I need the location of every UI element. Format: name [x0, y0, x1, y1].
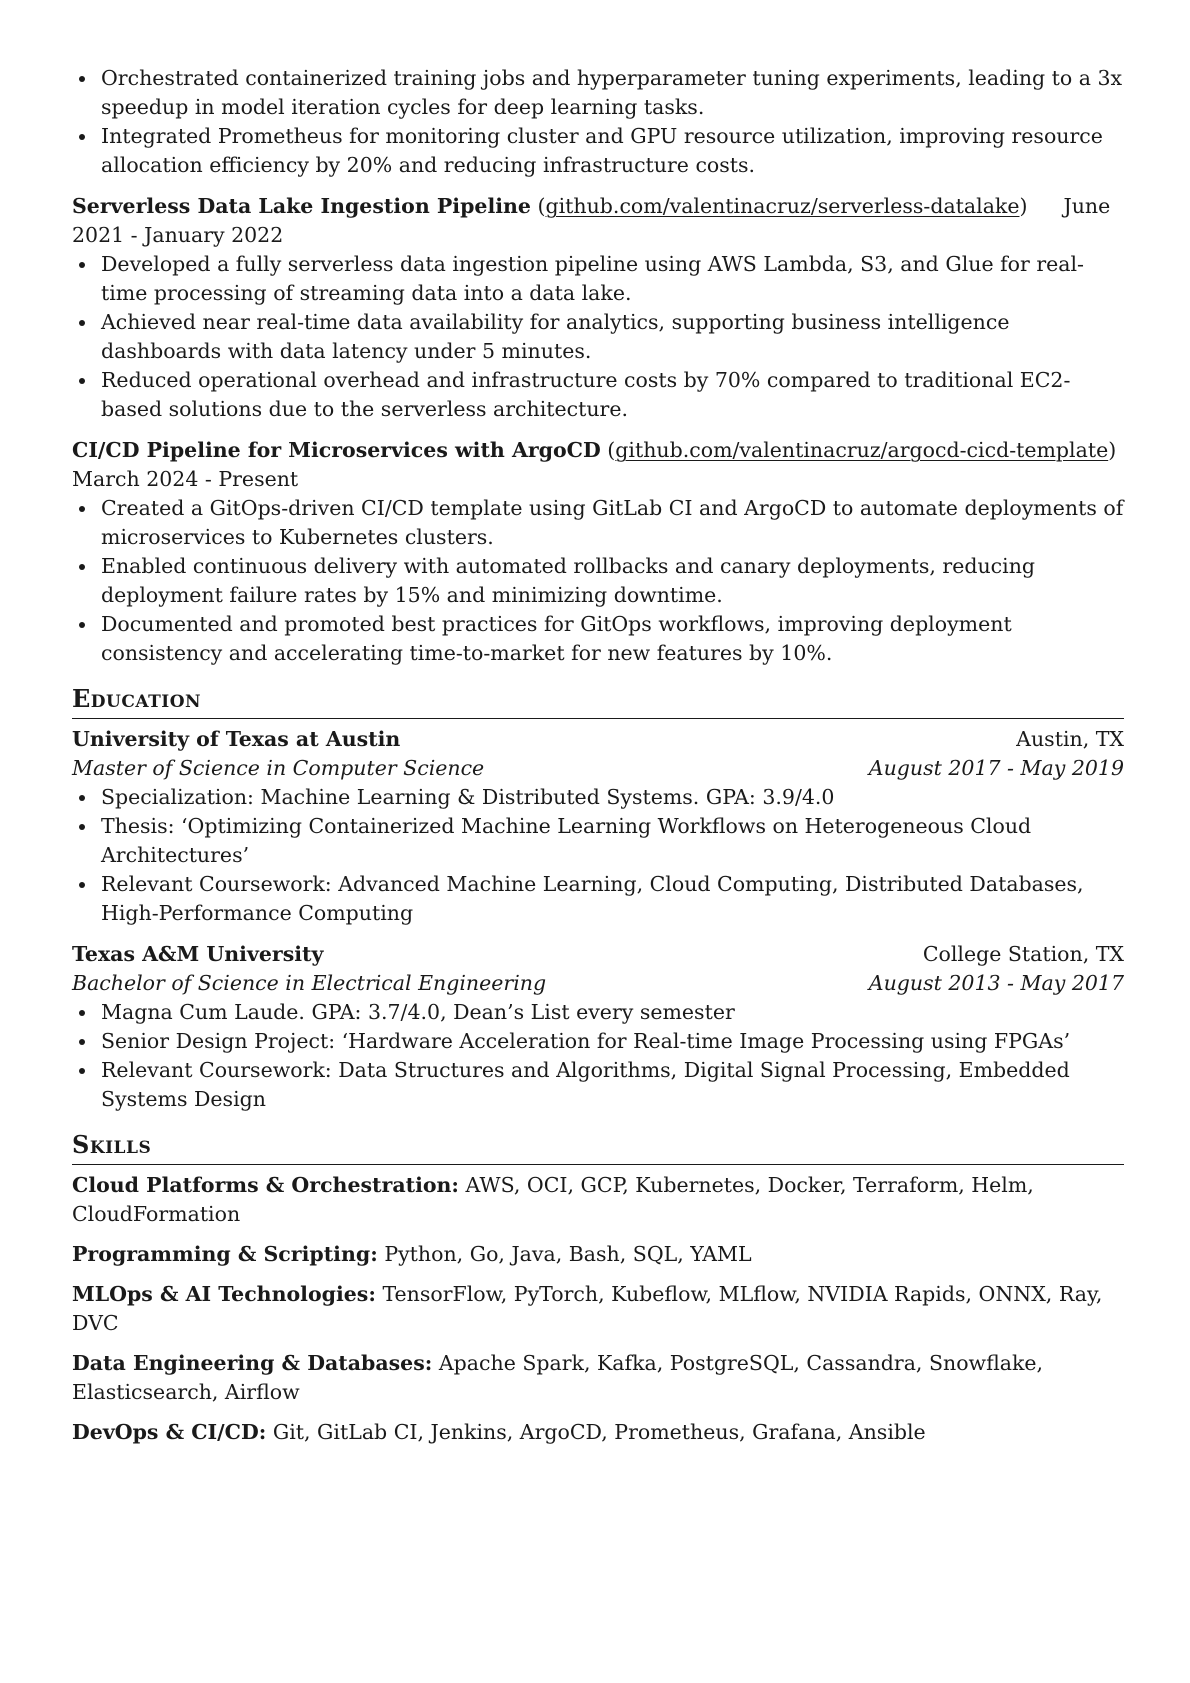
project-bullets: [72, 250, 1124, 424]
skill-group: [72, 1240, 1124, 1269]
list-item: Senior Design Project: ‘Hardware Acceleration for Real-time Image Processing using FPGAs’: [72, 1027, 1124, 1056]
list-item: Relevant Coursework: Advanced Machine Learning, Cloud Computing, Distributed Databases, High-Performance Computing: [72, 870, 1124, 928]
list-item: Integrated Prometheus for monitoring cluster and GPU resource utilization, improving resource allocation efficiency by 20% and reducing infrastructure costs.: [72, 122, 1124, 180]
list-item: Created a GitOps-driven CI/CD template using GitLab CI and ArgoCD to automate deployments of microservices to Kubernetes clusters.: [72, 494, 1124, 552]
project-header: CI/CD Pipeline for Microservices with ArgoCD (github.com/valentinacruz/argocd-cicd-template) March 2024 - Present: [72, 438, 1117, 491]
skill-value: Apache Spark, Kafka, PostgreSQL, Cassandra, Snowflake, Elasticsearch, Airflow: [72, 1351, 1044, 1404]
education-heading: Education: [72, 684, 1124, 719]
education-dates: August 2013 - May 2017: [868, 971, 1124, 995]
skill-label: MLOps & AI Technologies:: [72, 1282, 376, 1306]
skill-group: [72, 1171, 1124, 1229]
education-bullets: [72, 998, 1124, 1114]
project-date: June 2021 - January 2022: [72, 194, 1111, 247]
project-title: Serverless Data Lake Ingestion Pipeline: [72, 194, 531, 218]
school-location: College Station, TX: [922, 942, 1124, 966]
list-item: Achieved near real-time data availability for analytics, supporting business intelligence dashboards with data latency under 5 minutes.: [72, 308, 1124, 366]
skills-heading: Skills: [72, 1130, 1124, 1165]
project-link[interactable]: github.com/valentinacruz/argocd-cicd-template: [615, 438, 1109, 462]
school-name: Texas A&M University: [72, 942, 324, 966]
education-bullets: [72, 783, 1124, 928]
education-entry: [72, 725, 1124, 928]
project-header: Serverless Data Lake Ingestion Pipeline (github.com/valentinacruz/serverless-datalake) June 2021 - January 2022: [72, 194, 1111, 247]
school-location: Austin, TX: [1016, 727, 1124, 751]
project-date: March 2024 - Present: [72, 467, 299, 491]
resume-page: [72, 64, 1124, 1447]
skills-list: [72, 1171, 1124, 1447]
list-item: Magna Cum Laude. GPA: 3.7/4.0, Dean’s List every semester: [72, 998, 1124, 1027]
skill-label: Cloud Platforms & Orchestration:: [72, 1173, 459, 1197]
skill-value: TensorFlow, PyTorch, Kubeflow, MLflow, NVIDIA Rapids, ONNX, Ray, DVC: [72, 1282, 1103, 1335]
skill-label: Programming & Scripting:: [72, 1242, 378, 1266]
skill-label: DevOps & CI/CD:: [72, 1420, 267, 1444]
skill-label: Data Engineering & Databases:: [72, 1351, 433, 1375]
project-title: CI/CD Pipeline for Microservices with ArgoCD: [72, 438, 601, 462]
skill-value: Git, GitLab CI, Jenkins, ArgoCD, Prometheus, Grafana, Ansible: [272, 1420, 926, 1444]
skill-group: [72, 1349, 1124, 1407]
list-item: Relevant Coursework: Data Structures and Algorithms, Digital Signal Processing, Embedded Systems Design: [72, 1056, 1124, 1114]
skill-group: [72, 1280, 1124, 1338]
skill-group: [72, 1418, 1124, 1447]
list-item: Orchestrated containerized training jobs and hyperparameter tuning experiments, leading to a 3x speedup in model iteration cycles for deep learning tasks.: [72, 64, 1124, 122]
project-bullets: [72, 494, 1124, 668]
list-item: Specialization: Machine Learning & Distributed Systems. GPA: 3.9/4.0: [72, 783, 1124, 812]
skill-value: AWS, OCI, GCP, Kubernetes, Docker, Terraform, Helm, CloudFormation: [72, 1173, 1034, 1226]
list-item: Developed a fully serverless data ingestion pipeline using AWS Lambda, S3, and Glue for real-time processing of streaming data into a data lake.: [72, 250, 1124, 308]
list-item: Documented and promoted best practices for GitOps workflows, improving deployment consistency and accelerating time-to-market for new features by 10%.: [72, 610, 1124, 668]
education-entry: [72, 940, 1124, 1114]
list-item: Reduced operational overhead and infrastructure costs by 70% compared to traditional EC2-based solutions due to the serverless architecture.: [72, 366, 1124, 424]
project-entry: [72, 192, 1124, 424]
list-item: Thesis: ‘Optimizing Containerized Machine Learning Workflows on Heterogeneous Cloud Architectures’: [72, 812, 1124, 870]
project-entry: [72, 436, 1124, 668]
list-item: Enabled continuous delivery with automated rollbacks and canary deployments, reducing deployment failure rates by 15% and minimizing downtime.: [72, 552, 1124, 610]
degree: Bachelor of Science in Electrical Engineering: [72, 971, 547, 995]
degree: Master of Science in Computer Science: [72, 756, 485, 780]
continued-project-bullets: [72, 64, 1124, 180]
project-link[interactable]: github.com/valentinacruz/serverless-datalake: [545, 194, 1020, 218]
skill-value: Python, Go, Java, Bash, SQL, YAML: [384, 1242, 752, 1266]
school-name: University of Texas at Austin: [72, 727, 401, 751]
education-dates: August 2017 - May 2019: [868, 756, 1124, 780]
